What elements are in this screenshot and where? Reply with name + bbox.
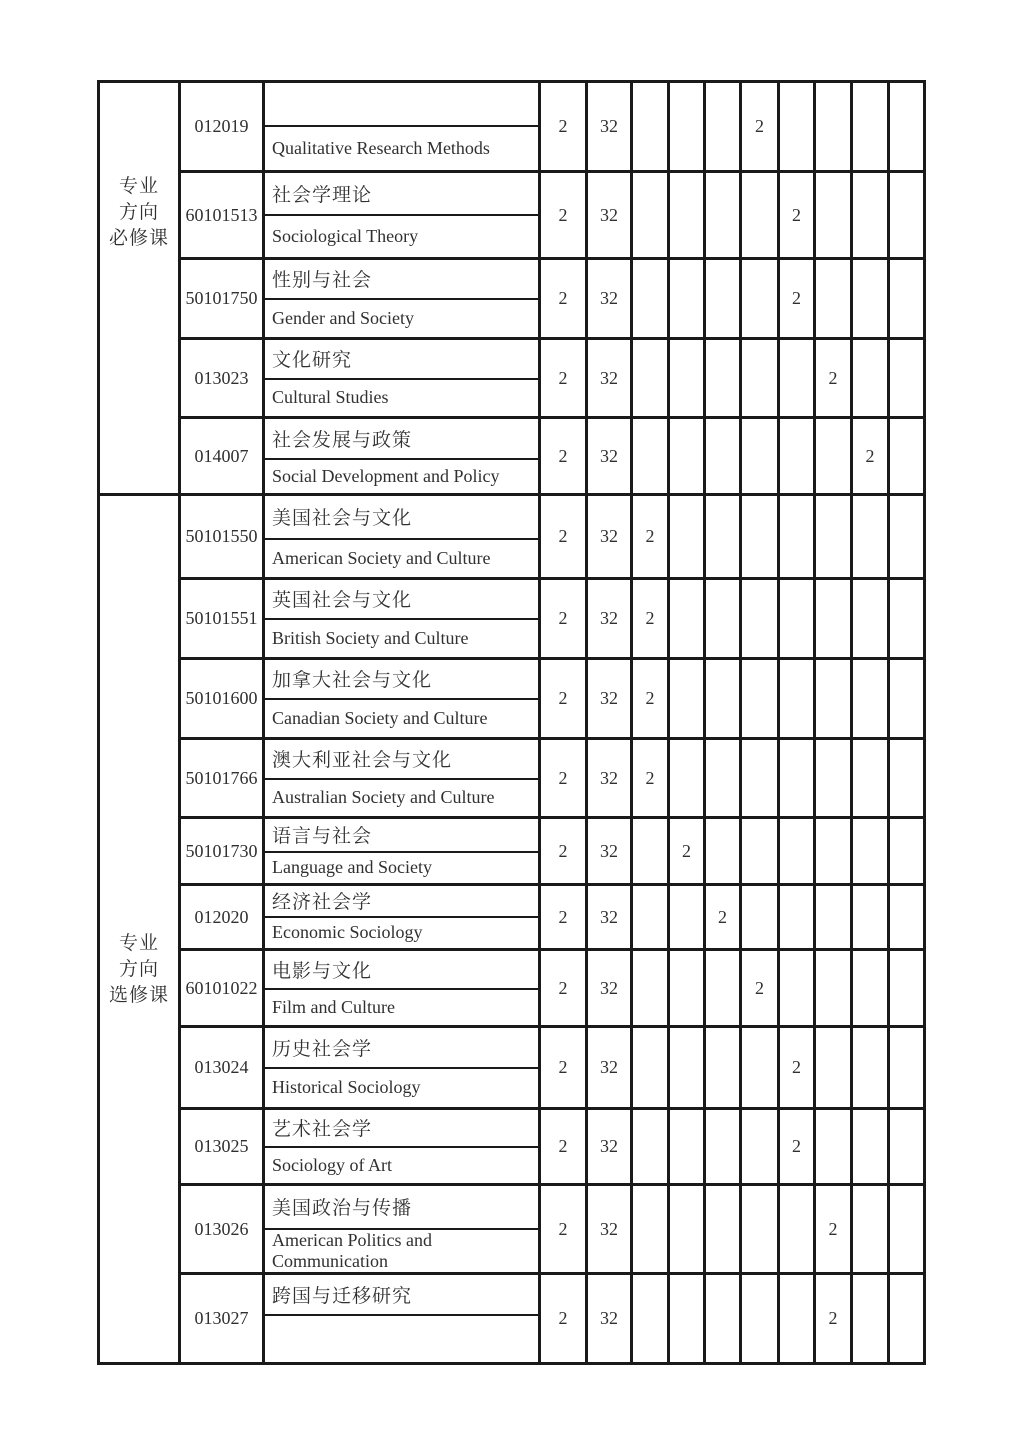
semester-8-cell [889,82,925,172]
hours-cell: 32 [587,339,632,418]
course-name-cn-cell: 澳大利亚社会与文化 [264,739,540,779]
semester-7-cell [852,579,889,659]
course-row [99,950,925,989]
course-name-cn-cell: 社会学理论 [264,172,540,215]
credits-cell: 2 [540,950,587,1027]
semester-3-cell [705,1185,741,1274]
category-label-line: 选修课 [108,985,169,1006]
semester-3-cell [705,259,741,339]
semester-3-cell [705,172,741,259]
course-name-cn-cell [264,82,540,126]
course-name-en-cell [264,917,540,950]
semester-8-cell [889,1027,925,1109]
course-code-cell: 013027 [180,1274,264,1364]
semester-3-cell [705,739,741,818]
course-name-en-cell [264,989,540,1027]
course-name-en-text: Sociology of Art [272,1154,392,1175]
semester-2-cell [669,659,705,739]
semester-7-cell [852,339,889,418]
course-row [99,659,925,699]
semester-1-cell [632,172,669,259]
course-code-cell: 50101750 [180,259,264,339]
credits-cell: 2 [540,495,587,579]
course-row [99,82,925,126]
course-name-en-text: American Politics and Communication [272,1229,432,1271]
semester-7-cell [852,950,889,1027]
hours-cell: 32 [587,739,632,818]
category-label [100,931,178,1009]
semester-2-cell [669,1185,705,1274]
hours-cell: 32 [587,418,632,495]
semester-1-cell: 2 [632,739,669,818]
semester-1-cell [632,1109,669,1185]
semester-2-cell [669,418,705,495]
course-row [99,1185,925,1229]
semester-3-cell [705,495,741,579]
semester-7-cell [852,82,889,172]
semester-4-cell [741,579,779,659]
course-name-en-cell [264,1315,540,1364]
hours-cell: 32 [587,1274,632,1364]
category-cell [99,495,180,1364]
course-row [99,495,925,539]
hours-cell: 32 [587,950,632,1027]
category-label-line: 方向 [118,959,159,980]
semester-7-cell [852,1274,889,1364]
hours-cell: 32 [587,818,632,885]
semester-8-cell [889,885,925,950]
course-code-cell: 60101022 [180,950,264,1027]
semester-4-cell [741,1274,779,1364]
course-code-cell: 60101513 [180,172,264,259]
credits-cell: 2 [540,1274,587,1364]
course-name-en-cell [264,852,540,885]
course-name-en-cell [264,215,540,259]
semester-6-cell [815,579,852,659]
semester-7-cell [852,172,889,259]
course-code-cell: 013026 [180,1185,264,1274]
semester-5-cell [779,1185,815,1274]
course-name-en-text: British Society and Culture [272,627,469,648]
semester-6-cell [815,739,852,818]
credits-cell: 2 [540,739,587,818]
semester-3-cell [705,339,741,418]
semester-5-cell: 2 [779,1027,815,1109]
category-label-line: 必修课 [108,228,169,249]
credits-cell: 2 [540,885,587,950]
semester-5-cell: 2 [779,259,815,339]
semester-3-cell [705,950,741,1027]
semester-5-cell: 2 [779,1109,815,1185]
semester-2-cell [669,259,705,339]
semester-8-cell [889,739,925,818]
course-name-en-cell [264,379,540,418]
course-name-cn-cell: 文化研究 [264,339,540,379]
course-name-cn-cell: 美国社会与文化 [264,495,540,539]
course-name-en-cell [264,1229,540,1274]
semester-2-cell [669,339,705,418]
semester-4-cell: 2 [741,950,779,1027]
semester-7-cell [852,259,889,339]
category-label-line: 方向 [118,202,159,223]
credits-cell: 2 [540,172,587,259]
semester-7-cell [852,659,889,739]
course-name-en-cell [264,1147,540,1185]
semester-3-cell [705,818,741,885]
credits-cell: 2 [540,339,587,418]
semester-8-cell [889,950,925,1027]
course-name-en-text: American Society and Culture [272,547,491,568]
semester-4-cell: 2 [741,82,779,172]
semester-5-cell [779,818,815,885]
semester-2-cell [669,1027,705,1109]
semester-5-cell [779,82,815,172]
credits-cell: 2 [540,1027,587,1109]
hours-cell: 32 [587,579,632,659]
semester-1-cell [632,82,669,172]
semester-4-cell [741,495,779,579]
course-name-en-cell [264,779,540,818]
hours-cell: 32 [587,1109,632,1185]
semester-6-cell [815,418,852,495]
course-code-cell: 013025 [180,1109,264,1185]
semester-1-cell [632,1027,669,1109]
semester-1-cell [632,339,669,418]
course-code-cell: 50101550 [180,495,264,579]
semester-8-cell [889,418,925,495]
course-code-cell: 50101600 [180,659,264,739]
semester-5-cell [779,1274,815,1364]
course-name-en-cell [264,459,540,495]
semester-2-cell [669,1274,705,1364]
course-name-en-cell [264,1068,540,1109]
semester-5-cell [779,739,815,818]
course-name-cn-cell: 英国社会与文化 [264,579,540,619]
course-name-en-cell [264,699,540,739]
course-name-cn-cell: 电影与文化 [264,950,540,989]
semester-3-cell [705,579,741,659]
semester-6-cell [815,885,852,950]
semester-4-cell [741,1185,779,1274]
course-name-cn-cell: 语言与社会 [264,818,540,852]
semester-7-cell [852,495,889,579]
semester-5-cell [779,495,815,579]
course-name-en-text: Social Development and Policy [272,465,500,486]
hours-cell: 32 [587,82,632,172]
semester-2-cell [669,82,705,172]
course-name-en-text: Australian Society and Culture [272,787,495,808]
course-code-cell: 013023 [180,339,264,418]
course-name-en-text: Film and Culture [272,996,395,1017]
course-name-en-cell [264,539,540,579]
course-name-en-text: Sociological Theory [272,225,419,246]
course-name-cn-cell: 历史社会学 [264,1027,540,1068]
course-code-cell: 50101730 [180,818,264,885]
course-code-cell: 013024 [180,1027,264,1109]
semester-1-cell [632,818,669,885]
course-name-en-cell [264,619,540,659]
course-name-cn-cell: 加拿大社会与文化 [264,659,540,699]
curriculum-table-clip [97,116,931,1328]
semester-4-cell [741,659,779,739]
semester-5-cell [779,950,815,1027]
course-name-cn-cell: 社会发展与政策 [264,418,540,459]
semester-3-cell [705,659,741,739]
semester-5-cell [779,339,815,418]
course-name-en-text: Economic Sociology [272,922,423,943]
semester-1-cell [632,1185,669,1274]
semester-6-cell [815,950,852,1027]
credits-cell: 2 [540,1109,587,1185]
semester-3-cell [705,418,741,495]
semester-8-cell [889,1109,925,1185]
hours-cell: 32 [587,495,632,579]
semester-1-cell: 2 [632,659,669,739]
semester-6-cell: 2 [815,339,852,418]
course-name-cn-cell: 经济社会学 [264,885,540,917]
course-name-en-text: Gender and Society [272,307,414,328]
semester-5-cell: 2 [779,172,815,259]
curriculum-table [97,80,926,1365]
category-label-line: 专业 [118,933,159,954]
semester-6-cell [815,172,852,259]
semester-4-cell [741,739,779,818]
course-name-en-text: Qualitative Research Methods [272,137,490,158]
category-label [100,174,178,252]
semester-2-cell [669,172,705,259]
course-row [99,172,925,215]
course-name-en-text: Historical Sociology [272,1077,421,1098]
course-row [99,339,925,379]
semester-7-cell [852,1185,889,1274]
course-name-cn-cell: 美国政治与传播 [264,1185,540,1229]
semester-4-cell [741,339,779,418]
semester-8-cell [889,579,925,659]
course-row [99,418,925,459]
semester-4-cell [741,1027,779,1109]
course-name-en-cell [264,299,540,339]
curriculum-table-body [99,82,925,1364]
semester-7-cell [852,1109,889,1185]
course-row [99,1027,925,1068]
semester-6-cell [815,495,852,579]
course-code-cell: 014007 [180,418,264,495]
hours-cell: 32 [587,1185,632,1274]
semester-8-cell [889,659,925,739]
course-name-en-text: Canadian Society and Culture [272,707,488,728]
semester-2-cell [669,495,705,579]
semester-6-cell [815,259,852,339]
course-name-cn-cell: 性别与社会 [264,259,540,299]
semester-2-cell [669,739,705,818]
semester-5-cell [779,885,815,950]
semester-8-cell [889,172,925,259]
semester-3-cell [705,1027,741,1109]
semester-4-cell [741,818,779,885]
semester-2-cell [669,579,705,659]
semester-8-cell [889,1185,925,1274]
hours-cell: 32 [587,1027,632,1109]
semester-4-cell [741,885,779,950]
credits-cell: 2 [540,579,587,659]
hours-cell: 32 [587,259,632,339]
semester-3-cell [705,1109,741,1185]
credits-cell: 2 [540,818,587,885]
semester-2-cell [669,885,705,950]
semester-1-cell: 2 [632,495,669,579]
semester-1-cell [632,885,669,950]
credits-cell: 2 [540,1185,587,1274]
semester-4-cell [741,418,779,495]
semester-4-cell [741,259,779,339]
semester-7-cell [852,1027,889,1109]
semester-5-cell [779,579,815,659]
course-row [99,818,925,852]
semester-1-cell [632,259,669,339]
semester-6-cell [815,82,852,172]
course-name-cn-cell: 跨国与迁移研究 [264,1274,540,1315]
hours-cell: 32 [587,659,632,739]
credits-cell: 2 [540,259,587,339]
semester-7-cell [852,818,889,885]
semester-5-cell [779,659,815,739]
semester-7-cell [852,885,889,950]
course-code-cell: 50101766 [180,739,264,818]
course-code-cell: 012019 [180,82,264,172]
credits-cell: 2 [540,82,587,172]
category-cell [99,82,180,495]
semester-6-cell [815,1109,852,1185]
semester-1-cell [632,418,669,495]
semester-6-cell: 2 [815,1274,852,1364]
category-label-line: 专业 [118,176,159,197]
semester-1-cell [632,950,669,1027]
course-row [99,739,925,779]
semester-8-cell [889,1274,925,1364]
semester-4-cell [741,1109,779,1185]
course-row [99,1109,925,1147]
hours-cell: 32 [587,172,632,259]
semester-8-cell [889,339,925,418]
semester-3-cell [705,82,741,172]
semester-6-cell [815,659,852,739]
credits-cell: 2 [540,659,587,739]
course-name-cn-cell: 艺术社会学 [264,1109,540,1147]
course-row [99,259,925,299]
semester-3-cell: 2 [705,885,741,950]
credits-cell: 2 [540,418,587,495]
semester-7-cell [852,739,889,818]
course-name-en-text: Cultural Studies [272,387,389,408]
semester-6-cell [815,818,852,885]
semester-2-cell [669,950,705,1027]
course-code-cell: 50101551 [180,579,264,659]
semester-2-cell [669,1109,705,1185]
semester-8-cell [889,259,925,339]
semester-7-cell: 2 [852,418,889,495]
semester-8-cell [889,495,925,579]
course-row [99,885,925,917]
course-name-en-cell [264,126,540,172]
semester-2-cell: 2 [669,818,705,885]
semester-6-cell: 2 [815,1185,852,1274]
semester-5-cell [779,418,815,495]
semester-4-cell [741,172,779,259]
course-code-cell: 012020 [180,885,264,950]
semester-8-cell [889,818,925,885]
hours-cell: 32 [587,885,632,950]
course-row [99,1274,925,1315]
semester-1-cell [632,1274,669,1364]
semester-1-cell: 2 [632,579,669,659]
course-name-en-text: Language and Society [272,857,432,878]
semester-6-cell [815,1027,852,1109]
semester-3-cell [705,1274,741,1364]
course-row [99,579,925,619]
